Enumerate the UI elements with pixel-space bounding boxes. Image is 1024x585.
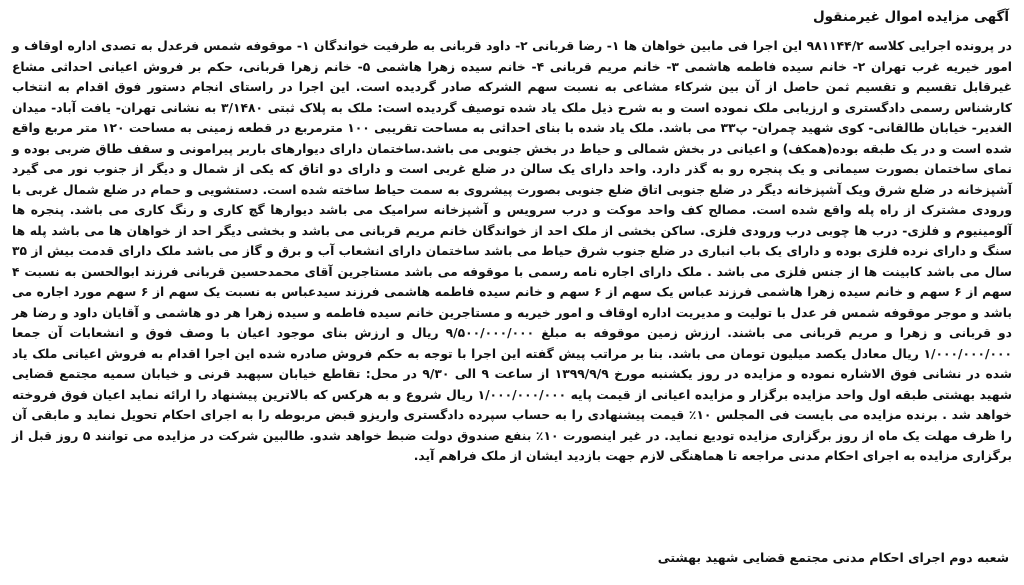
notice-title: آگهی مزایده اموال غیرمنقول: [812, 9, 1009, 25]
notice-body: در پرونده اجرایی کلاسه ۹۸۱۱۴۴/۲ این اجرا فی مابین خواهان ها ۱- رضا قربانی ۲- داود قربانی به طرفیت خواندگان ۱- موقوفه شمس فرعدل به تصدی اداره اوقاف و امور خیریه غرب تهران ۲- خانم سیده فاطمه هاشمی ۳- خانم مریم قربانی ۴- خانم سیده زهرا هاشمی ۵- خانم زهرا قربانی، حکم بر فروش اعیانی احداثی مشاع غیرقابل تقسیم و تقسیم ثمن حاصل از آن بین شرکاء مشاعی به نسبت سهم الشرکه صادر گردیده است. این اجرا در راستای انجام دستور فوق اقدام به انتخاب کارشناس رسمی دادگستری و ارزیابی ملک نموده است و به شرح ذیل ملک یاد شده توصیف گردیده است: ملک به پلاک ثبتی ۳/۱۴۸۰ به نشانی تهران- یافت آباد- میدان الغدیر- خیابان طالقانی- کوی شهید چمران- پ۳۳ می باشد. ملک یاد شده با بنای احداثی به مساحت تقریبی ۱۰۰ مترمربع در قطعه زمینی به مساحت ۱۲۰ متر مربع واقع شده است و در یک طبقه بوده(همکف) و اعیانی در بخش شمالی و حیاط در بخش جنوبی می باشد.ساختمان دارای دیوارهای باربر پیرامونی و سقف طاق ضربی بوده و نمای ساختمان بصورت سیمانی و یک پنجره رو به گذر دارد. واحد دارای یک سالن در ضلع غربی است و دارای دو اتاق که یکی از شمال و دیگر از جنوب نور می گیرد آشپزخانه در ضلع شرق ویک آشپزخانه دیگر در ضلع جنوبی اتاق ضلع جنوبی بصورت پیشروی به سمت حیاط ساخته شده است. دستشویی و حمام در ضلع شمال غربی با ورودی مشترک از راه پله واقع شده است. مصالح کف واحد موکت و درب سرویس و آشپزخانه سرامیک می باشد دیوارها گچ کاری و رنگ کاری می باشد. پنجره ها آلومینیوم و فلزی- درب ها چوبی درب ورودی فلزی. ساکن بخشی از ملک احد از خواندگان خانم مریم قربانی می باشد و بخشی دیگر احد از خواهان ها می باشد پله ها سنگ و دارای نرده فلزی بوده و دارای یک باب انباری در ضلع جنوب شرق حیاط می باشد ساختمان دارای انشعاب آب و برق و گاز می باشد ملک دارای قدمت بیش از ۳۵ سال می باشد کابینت ها از جنس فلزی می باشد . ملک دارای اجاره نامه رسمی با موقوفه می باشد مستاجرین آقای محمدحسین قربانی فرزند ابوالحسن به نسبت ۴ سهم از ۶ سهم و خانم سیده زهرا هاشمی فرزند عباس یک سهم از ۶ سهم و خانم سیده فاطمه هاشمی فرزند سیدعباس به نسبت یک سهم از ۶ سهم مورد اجاره می باشد و موجر موقوفه شمس فر عدل با تولیت و مدیریت اداره اوقاف و امور خیریه و مستاجرین خانم سیده فاطمه و سیده زهرا هر دو هاشمی و آقایان داود و رضا هر دو قربانی و زهرا و مریم قربانی می باشند. ارزش زمین موقوفه به مبلغ ۹/۵۰۰/۰۰۰/۰۰۰ ریال و ارزش بنای موجود اعیان با وصف فوق و انشعابات آن جمعا ۱/۰۰۰/۰۰۰/۰۰۰ ریال معادل یکصد میلیون تومان می باشد. بنا بر مراتب پیش گفته این اجرا با توجه به حکم فروش صادره شده این اجرا اقدام به فروش اعیانی ملک یاد شده در نشانی فوق الاشاره نموده و مزایده در روز یکشنبه مورخ ۱۳۹۹/۹/۹ از ساعت ۹ الی ۹/۳۰ در محل: تقاطع خیابان سپهبد قرنی و خیابان سمیه مجتمع قضایی شهید بهشتی طبقه اول واحد مزایده برگزار و مزایده اعیانی از قیمت پایه ۱/۰۰۰/۰۰۰/۰۰۰ ریال شروع و به هرکس که بالاترین پیشنهاد را ارائه نماید اعیان فوق فروخته خواهد شد . برنده مزایده می بایست فی المجلس ۱۰٪ قیمت پیشنهادی را به حساب سپرده دادگستری واریزو قبض مربوطه را به اجرای احکام تحویل نماید و مابقی آن را ظرف مهلت یک ماه از روز برگزاری مزایده تودیع نماید. در غیر اینصورت ۱۰٪ بنفع صندوق دولت ضبط خواهد شدو. طالبین شرکت در مزایده می توانند ۵ روز قبل از برگزاری مزایده به اجرای احکام مدنی مراجعه تا هماهنگی لازم جهت بازدید ایشان از ملک فراهم آید.: [12, 39, 1013, 463]
notice-footer: شعبه دوم اجرای احکام مدنی مجتمع قضایی شهید بهشتی: [657, 550, 1009, 565]
